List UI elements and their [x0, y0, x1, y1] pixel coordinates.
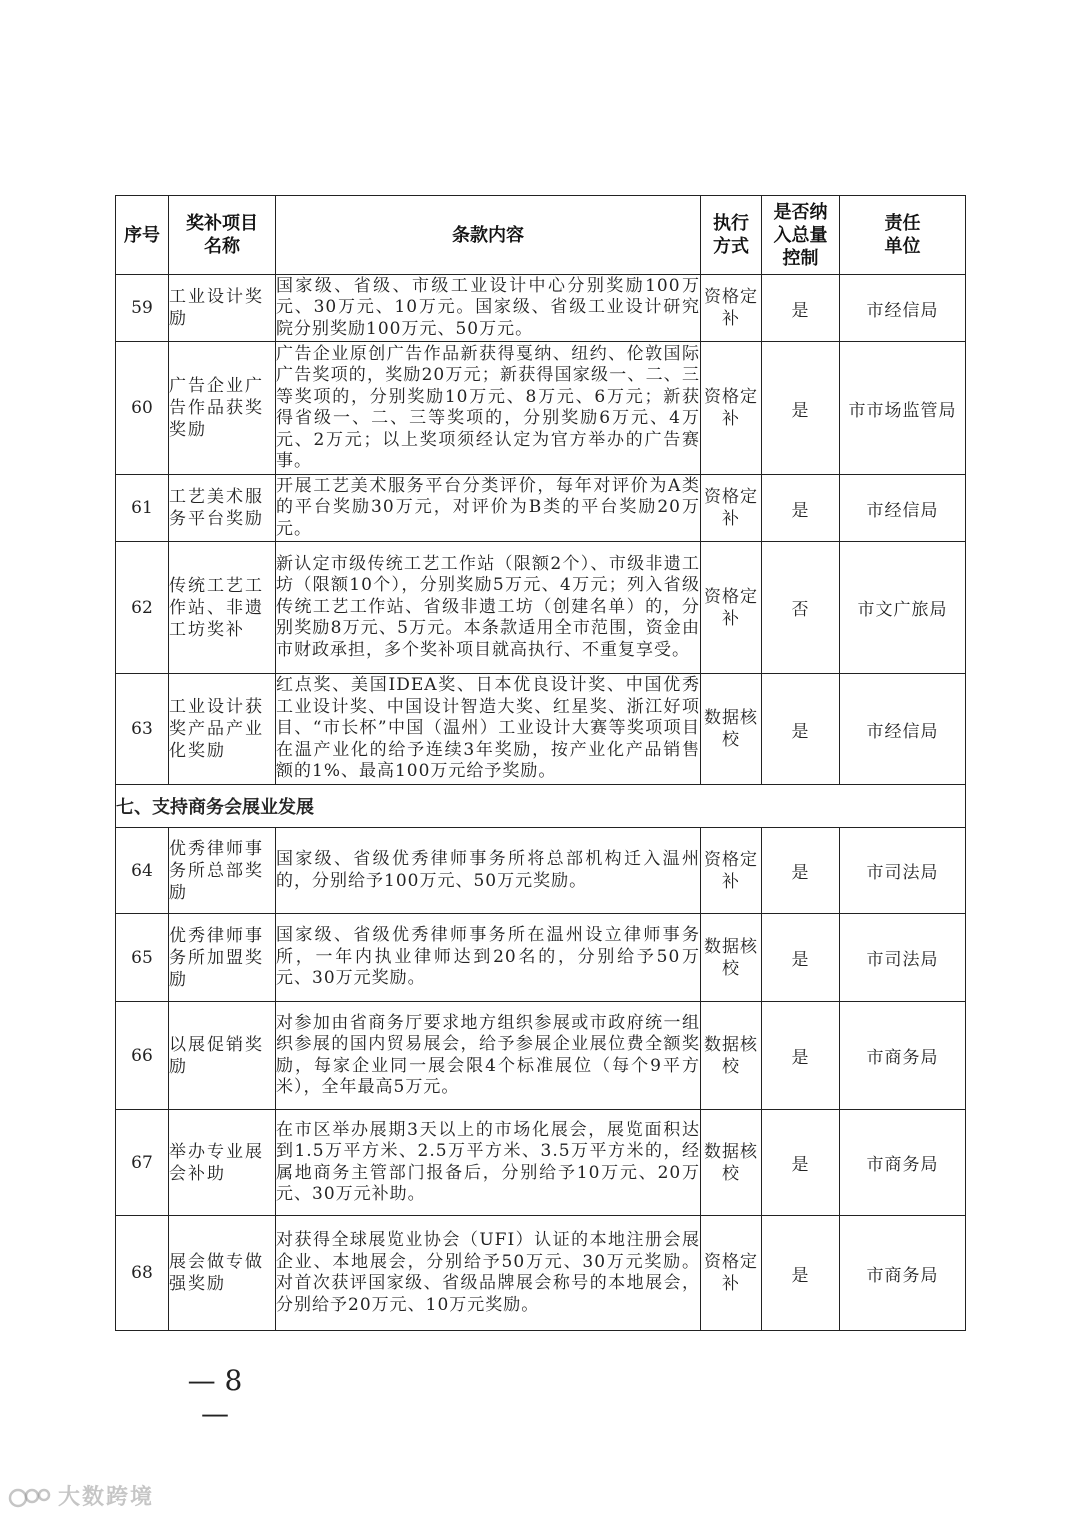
table-row	[116, 674, 966, 785]
policy-table	[115, 195, 966, 1331]
row-name: 优秀律师事务所总部奖励	[169, 828, 276, 914]
row-unit: 市司法局	[840, 828, 966, 914]
row-included: 是	[762, 275, 840, 342]
table-row	[116, 542, 966, 674]
table-row	[116, 1110, 966, 1216]
row-mode: 数据核校	[701, 1002, 762, 1110]
header-content: 条款内容	[276, 196, 701, 275]
table-row	[116, 475, 966, 542]
row-included: 是	[762, 1110, 840, 1216]
row-included: 是	[762, 475, 840, 542]
row-name: 广告企业广告作品获奖奖励	[169, 342, 276, 475]
row-content: 国家级、省级优秀律师事务所在温州设立律师事务所，一年内执业律师达到20名的，分别给予50万元、30万元奖励。	[276, 914, 701, 1002]
row-seq: 60	[116, 342, 169, 475]
row-name: 传统工艺工作站、非遗工坊奖补	[169, 542, 276, 674]
row-name: 优秀律师事务所加盟奖励	[169, 914, 276, 1002]
watermark	[8, 1480, 154, 1511]
row-content: 对参加由省商务厅要求地方组织参展或市政府统一组织参展的国内贸易展会，给予参展企业展位费全额奖励，每家企业同一展会限4个标准展位（每个9平方米），全年最高5万元。	[276, 1002, 701, 1110]
header-unit: 责任 单位	[840, 196, 966, 275]
row-name: 工业设计获奖产品产业化奖励	[169, 674, 276, 785]
row-name: 工艺美术服务平台奖励	[169, 475, 276, 542]
row-mode: 资格定补	[701, 475, 762, 542]
row-included: 否	[762, 542, 840, 674]
row-mode: 资格定补	[701, 828, 762, 914]
section-row	[116, 785, 966, 828]
row-content: 开展工艺美术服务平台分类评价，每年对评价为A类的平台奖励30万元，对评价为B类的平台奖励20万元。	[276, 475, 701, 542]
row-included: 是	[762, 674, 840, 785]
row-content: 广告企业原创广告作品新获得戛纳、纽约、伦敦国际广告奖项的，奖励20万元；新获得国家级一、二、三等奖项的，分别奖励10万元、8万元、6万元；新获得省级一、二、三等奖项的，分别奖励6万元、4万元、2万元；以上奖项须经认定为官方举办的广告赛事。	[276, 342, 701, 475]
row-content: 红点奖、美国IDEA奖、日本优良设计奖、中国优秀工业设计奖、中国设计智造大奖、红星奖、浙江好项目、“市长杯”中国（温州）工业设计大赛等奖项项目在温产业化的给予连续3年奖励，按产业化产品销售额的1%、最高100万元给予奖励。	[276, 674, 701, 785]
row-unit: 市市场监管局	[840, 342, 966, 475]
row-unit: 市商务局	[840, 1110, 966, 1216]
watermark-text: 大数跨境	[58, 1485, 155, 1510]
header-row	[116, 196, 966, 275]
row-content: 在市区举办展期3天以上的市场化展会，展览面积达到1.5万平方米、2.5万平方米、3.5万平方米的，经属地商务主管部门报备后，分别给予10万元、20万元、30万元补助。	[276, 1110, 701, 1216]
row-seq: 65	[116, 914, 169, 1002]
table-row	[116, 914, 966, 1002]
row-name: 工业设计奖励	[169, 275, 276, 342]
row-mode: 数据核校	[701, 674, 762, 785]
row-name: 展会做专做强奖励	[169, 1216, 276, 1331]
row-unit: 市司法局	[840, 914, 966, 1002]
row-unit: 市商务局	[840, 1002, 966, 1110]
table-row	[116, 828, 966, 914]
row-included: 是	[762, 828, 840, 914]
section-title: 七、支持商务会展业发展	[116, 785, 966, 828]
row-unit: 市商务局	[840, 1216, 966, 1331]
row-seq: 64	[116, 828, 169, 914]
header-seq: 序号	[116, 196, 169, 275]
row-included: 是	[762, 342, 840, 475]
page-number: — 8 —	[187, 1364, 243, 1430]
row-mode: 数据核校	[701, 1110, 762, 1216]
header-name: 奖补项目 名称	[169, 196, 276, 275]
row-seq: 66	[116, 1002, 169, 1110]
row-seq: 62	[116, 542, 169, 674]
row-seq: 68	[116, 1216, 169, 1331]
row-included: 是	[762, 1216, 840, 1331]
row-unit: 市文广旅局	[840, 542, 966, 674]
row-seq: 61	[116, 475, 169, 542]
row-seq: 67	[116, 1110, 169, 1216]
row-name: 以展促销奖励	[169, 1002, 276, 1110]
row-name: 举办专业展会补助	[169, 1110, 276, 1216]
row-content: 国家级、省级、市级工业设计中心分别奖励100万元、30万元、10万元。国家级、省级工业设计研究院分别奖励100万元、50万元。	[276, 275, 701, 342]
row-included: 是	[762, 914, 840, 1002]
watermark-logo-icon	[8, 1483, 54, 1509]
row-unit: 市经信局	[840, 275, 966, 342]
table-row	[116, 1002, 966, 1110]
row-mode: 资格定补	[701, 275, 762, 342]
table-row	[116, 275, 966, 342]
row-seq: 63	[116, 674, 169, 785]
row-content: 国家级、省级优秀律师事务所将总部机构迁入温州的，分别给予100万元、50万元奖励。	[276, 828, 701, 914]
row-content: 对获得全球展览业协会（UFI）认证的本地注册会展企业、本地展会，分别给予50万元、30万元奖励。对首次获评国家级、省级品牌展会称号的本地展会，分别给予20万元、10万元奖励。	[276, 1216, 701, 1331]
header-mode: 执行 方式	[701, 196, 762, 275]
row-mode: 资格定补	[701, 1216, 762, 1331]
row-mode: 资格定补	[701, 542, 762, 674]
row-included: 是	[762, 1002, 840, 1110]
row-unit: 市经信局	[840, 674, 966, 785]
row-seq: 59	[116, 275, 169, 342]
table-row	[116, 342, 966, 475]
row-mode: 资格定补	[701, 342, 762, 475]
row-unit: 市经信局	[840, 475, 966, 542]
header-included: 是否纳 入总量 控制	[762, 196, 840, 275]
row-mode: 数据核校	[701, 914, 762, 1002]
table-row	[116, 1216, 966, 1331]
row-content: 新认定市级传统工艺工作站（限额2个）、市级非遗工坊（限额10个），分别奖励5万元、4万元；列入省级传统工艺工作站、省级非遗工坊（创建名单）的，分别奖励8万元、5万元。本条款适用全市范围，资金由市财政承担，多个奖补项目就高执行、不重复享受。	[276, 542, 701, 674]
